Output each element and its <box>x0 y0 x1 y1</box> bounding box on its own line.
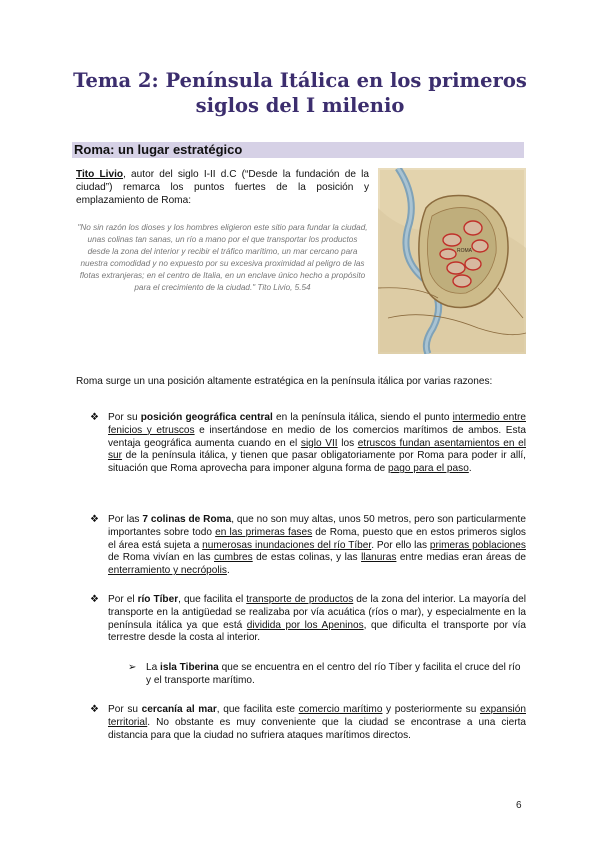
page-title: Tema 2: Península Itálica en los primeros siglos del I milenio <box>73 69 527 117</box>
page-number: 6 <box>516 800 522 811</box>
bullet-icon: ❖ <box>90 594 99 605</box>
bullet-tiber-river: ❖ Por el río Tíber, que facilita el transporte de productos de la zona del interior. La mayoría del transporte en la antigüedad se realizaba por vía acuática (ríos o mar), y especialmente en la península itálica ya que está dividida por los Apeninos, que dificulta el transporte por vía terrestre desde la costa al interior. <box>90 594 526 644</box>
section-title: Roma: un lugar estratégico <box>74 142 243 157</box>
bullet-seven-hills: ❖ Por las 7 colinas de Roma, que no son muy altas, unos 50 metros, pero son particularmente importantes sobre todo en las primeras fases de Roma, puesto que en estos primeros siglos el área está sujeta a numerosas inundaciones del río Tíber. Por ello las primeras poblaciones de Roma vivían en las cumbres de estas colinas, y las llanuras entre medias eran áreas de enterramiento y necrópolis. <box>90 514 526 577</box>
bullet-sea-proximity: ❖ Por su cercanía al mar, que facilita este comercio marítimo y posteriormente su expansión territorial. No obstante es muy conveniente que la ciudad se encontrase a una cierta distancia para que la ciudad no sufriera ataques marítimos directos. <box>90 704 526 741</box>
sub-bullet-icon: ➢ <box>128 662 137 673</box>
bullet-icon: ❖ <box>90 514 99 525</box>
author-name: Tito Livio <box>76 169 124 180</box>
livy-quote: "No sin razón los dioses y los hombres eligieron este sitio para fundar la ciudad, unas colinas tan sanas, un río a mano por el que transportar los productos desde la zona del interior y recibir el tráfico marítimo, un mar cercano para nuestra comodidad y no expuesto por su excesiva proximidad al peligro de las flotas extranjeras; en el centro de Italia, en un enclave único hecho a propósito para el crecimiento de la ciudad." Tito Livio, 5.54 <box>77 223 368 292</box>
map-label: ROMA <box>457 248 472 254</box>
bullet-icon: ❖ <box>90 704 99 715</box>
sub-bullet-tiber-island: ➢ La isla Tiberina que se encuentra en el centro del río Tíber y facilita el cruce del río y el transporte marítimo. <box>128 662 521 686</box>
rome-map-image <box>378 168 526 354</box>
intro-text: , autor del siglo I-II d.C (“Desde la fundación de la ciudad”) remarca los puntos fuertes de la posición y emplazamiento de Roma: <box>76 169 369 206</box>
bullet-icon: ❖ <box>90 412 99 423</box>
intro-list-paragraph: Roma surge un una posición altamente estratégica en la península itálica por varias razones: <box>76 376 493 387</box>
intro-paragraph <box>76 168 369 207</box>
bullet-geographic-position: ❖ Por su posición geográfica central en la península itálica, siendo el punto intermedio entre fenicios y etruscos e insertándose en medio de los comercios marítimos de ambos. Esta ventaja geográfica aumenta cuando en el siglo VII los etruscos fundan asentamientos en el sur de la península itálica, y tienen que pasar obligatoriamente por Roma para poder ir allí, situación que Roma aprovecha para imponer alguna forma de pago para el paso. <box>90 412 527 475</box>
